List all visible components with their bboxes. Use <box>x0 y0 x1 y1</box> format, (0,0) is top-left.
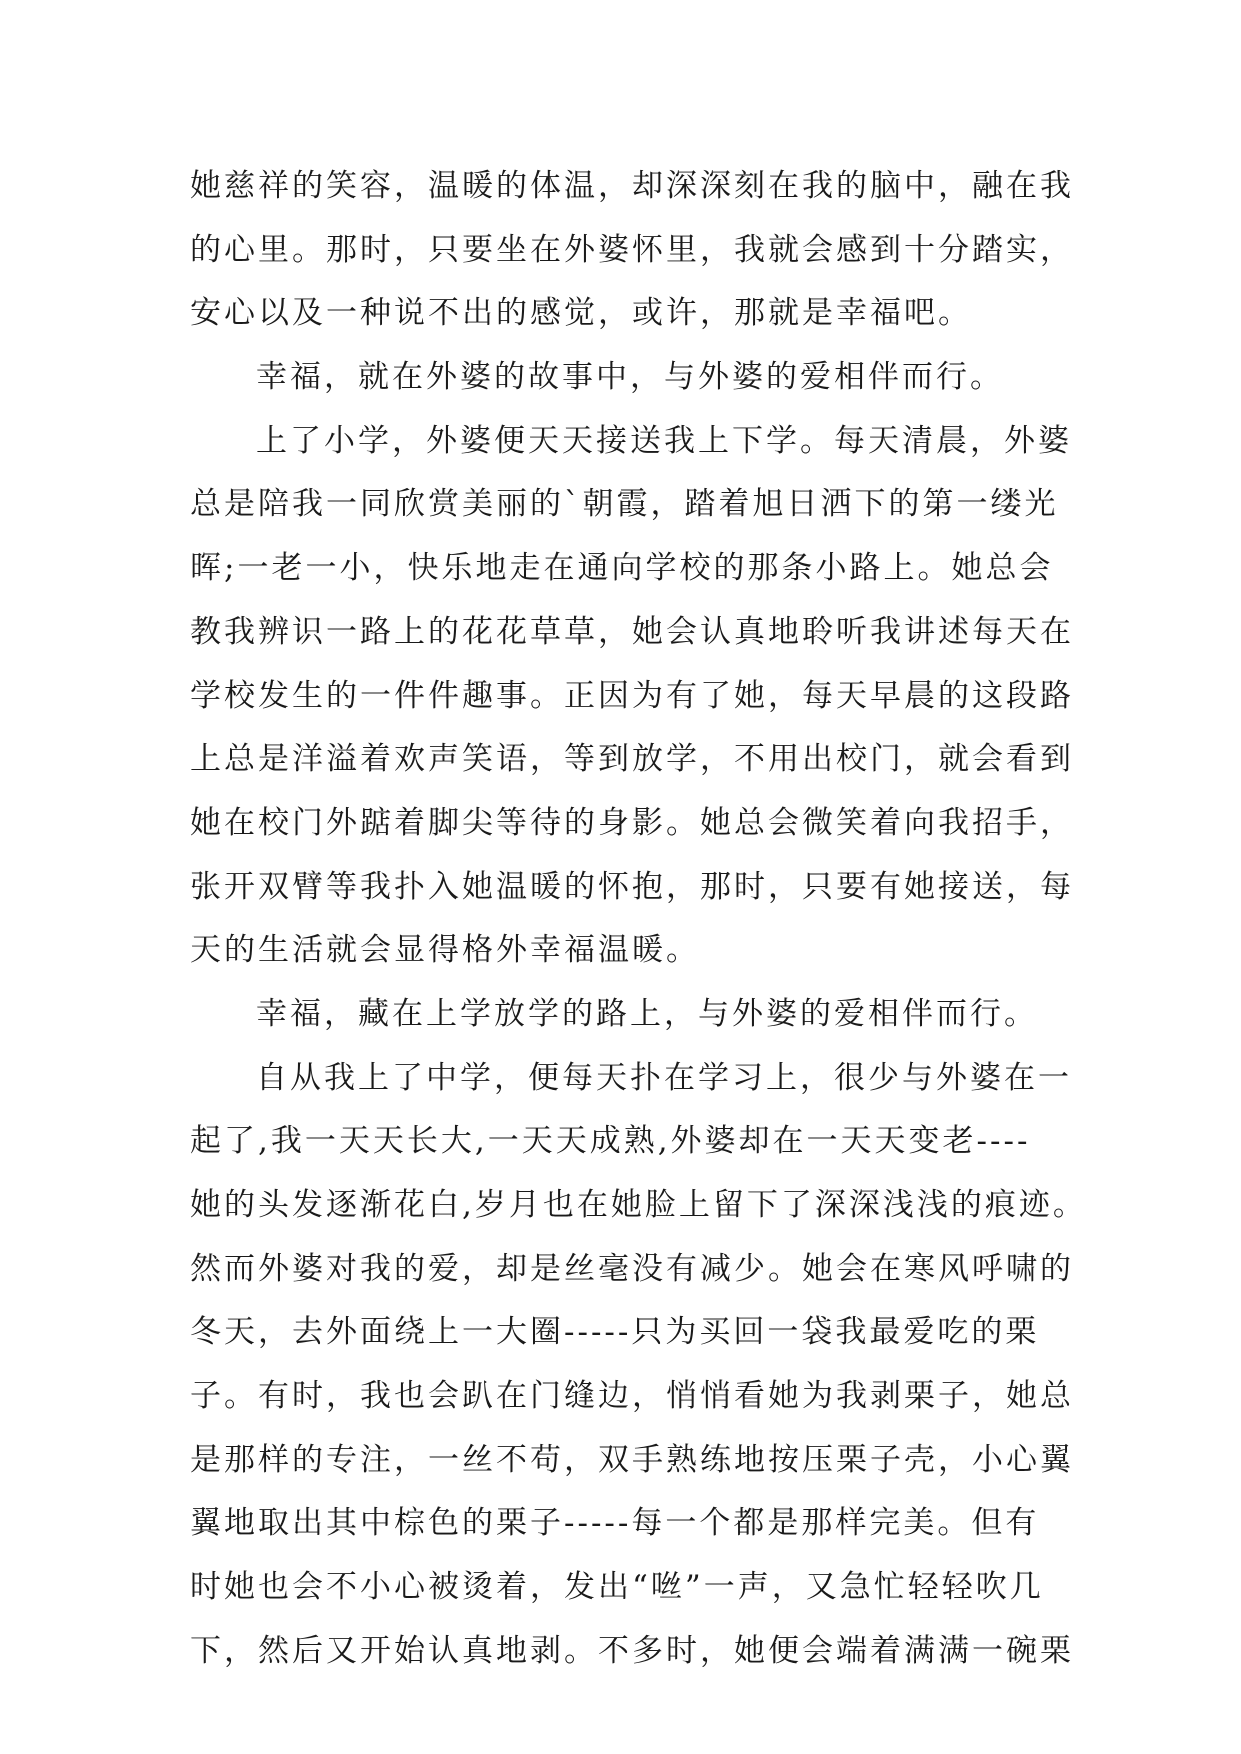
text-line: 她在校门外踮着脚尖等待的身影。她总会微笑着向我招手， <box>190 804 1074 841</box>
text-line: 自从我上了中学，便每天扑在学习上，很少与外婆在一 <box>256 1059 1072 1096</box>
text-line: 幸福，就在外婆的故事中，与外婆的爱相伴而行。 <box>256 359 1004 396</box>
text-line: 学校发生的一件件趣事。正因为有了她，每天早晨的这段路 <box>190 677 1074 714</box>
text-line: 教我辨识一路上的花花草草，她会认真地聆听我讲述每天在 <box>190 613 1074 650</box>
text-line: 张开双臂等我扑入她温暖的怀抱，那时，只要有她接送，每 <box>190 868 1074 905</box>
text-line: 然而外婆对我的爱，却是丝毫没有减少。她会在寒风呼啸的 <box>190 1250 1074 1287</box>
text-line: 她的头发逐渐花白,岁月也在她脸上留下了深深浅浅的痕迹。 <box>190 1187 1087 1223</box>
text-line: 是那样的专注，一丝不苟，双手熟练地按压栗子壳，小心翼 <box>190 1441 1074 1478</box>
text-line: 安心以及一种说不出的感觉，或许，那就是幸福吧。 <box>190 295 972 332</box>
text-line: 幸福，藏在上学放学的路上，与外婆的爱相伴而行。 <box>256 995 1038 1032</box>
text-line: 上了小学，外婆便天天接送我上下学。每天清晨，外婆 <box>256 422 1072 459</box>
text-line: 她慈祥的笑容，温暖的体温，却深深刻在我的脑中，融在我 <box>190 168 1074 204</box>
body-text <box>190 155 1087 1684</box>
text-line: 天的生活就会显得格外幸福温暖。 <box>190 932 700 969</box>
text-line: 时她也会不小心被烫着，发出“咝”一声，又急忙轻轻吹几 <box>190 1569 1044 1606</box>
text-line: 子。有时，我也会趴在门缝边，悄悄看她为我剥栗子，她总 <box>190 1378 1074 1415</box>
text-line: 冬天，去外面绕上一大圈-----只为买回一袋我最爱吃的栗 <box>190 1314 1040 1351</box>
text-line: 下，然后又开始认真地剥。不多时，她便会端着满满一碗栗 <box>190 1632 1074 1669</box>
text-line: 翼地取出其中棕色的栗子-----每一个都是那样完美。但有 <box>190 1505 1040 1542</box>
text-line: 总是陪我一同欣赏美丽的`朝霞，踏着旭日洒下的第一缕光 <box>190 486 1059 523</box>
text-line: 起了,我一天天长大,一天天成熟,外婆却在一天天变老---- <box>190 1123 1031 1160</box>
text-line: 晖;一老一小，快乐地走在通向学校的那条小路上。她总会 <box>190 550 1054 587</box>
text-line: 上总是洋溢着欢声笑语，等到放学，不用出校门，就会看到 <box>190 741 1074 778</box>
text-line: 的心里。那时，只要坐在外婆怀里，我就会感到十分踏实， <box>190 231 1074 268</box>
